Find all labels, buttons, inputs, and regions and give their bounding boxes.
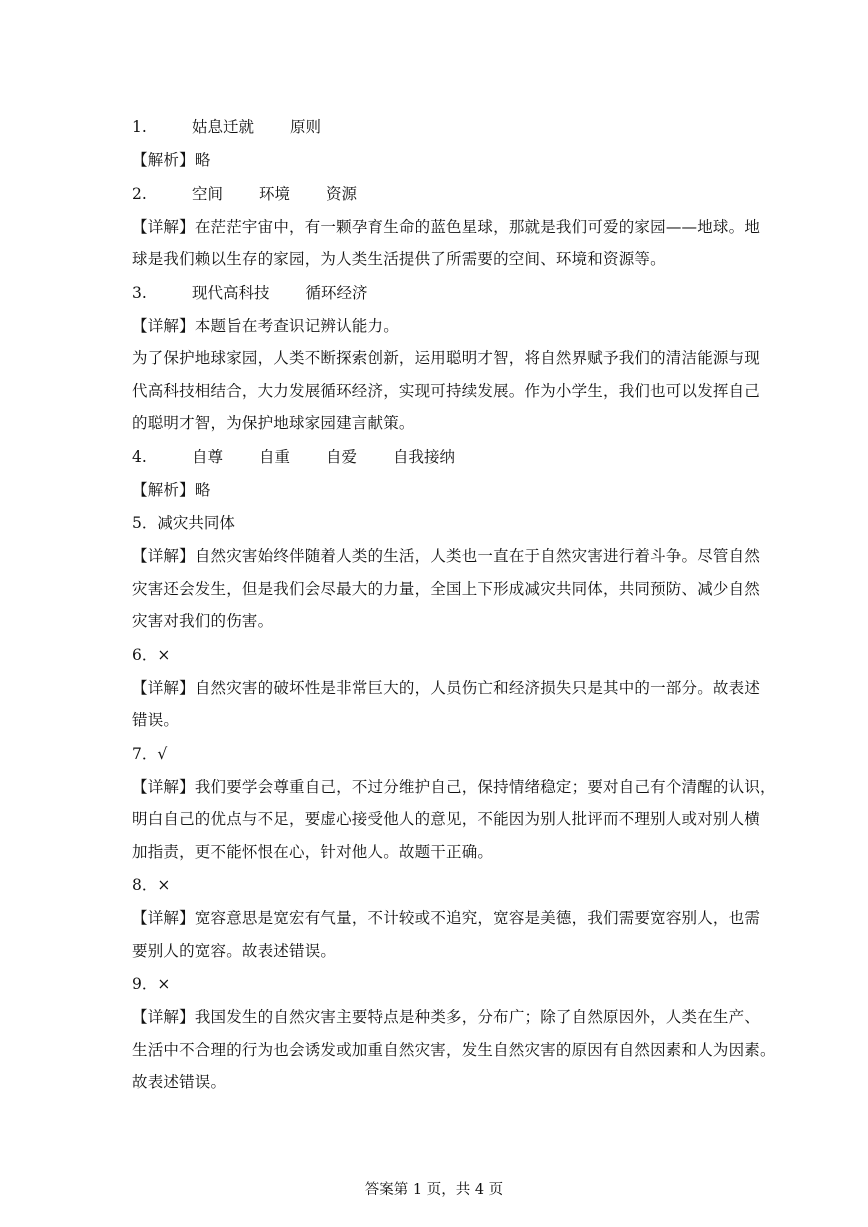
explanation-text: 宽容意思是宽宏有气量，不计较或不追究，宽容是美德，我们需要宽容别人，也需: [194, 909, 761, 927]
explanation-text: 我们要学会尊重自己，不过分维护自己，保持情绪稳定；要对自己有个清醒的认识，: [194, 777, 776, 796]
explanation-tag: 【详解】: [132, 316, 195, 335]
answer-blank: 原则: [290, 118, 322, 136]
paragraph-line: 为了保护地球家园，人类不断探索创新，运用聪明才智，将自然界赋予我们的清洁能源与现: [132, 349, 761, 367]
explanation-line: [132, 243, 772, 276]
answer-blank: 现代高科技: [192, 283, 270, 302]
answer-row: 5．减灾共同体: [132, 514, 235, 532]
explanation-text: 生活中不合理的行为也会诱发或加重自然灾害，发生自然灾害的原因有自然因素和人为因素。: [132, 1040, 776, 1059]
explanation-paragraph: [132, 902, 772, 967]
explanation-paragraph: [132, 540, 772, 638]
answer-blank: 自尊: [192, 447, 224, 466]
explanation-text: 球是我们赖以生存的家园，为人类生活提供了所需要的空间、环境和资源等。: [132, 250, 666, 268]
explanation-paragraph: [132, 1001, 776, 1099]
explanation-tag: 【详解】: [132, 547, 195, 565]
explanation-paragraph: [132, 310, 772, 343]
explanation-line: [132, 1066, 772, 1099]
question-number: 2.: [132, 184, 147, 203]
explanation-line: [132, 1001, 772, 1034]
explanation-text: 本题旨在考查识记辨认能力。: [194, 316, 399, 335]
answer-row: [132, 276, 772, 310]
answer-row: 6．×: [132, 645, 171, 664]
explanation-line: [132, 310, 772, 343]
explanation-text: 灾害对我们的伤害。: [132, 612, 274, 630]
answer-content: [132, 110, 776, 1099]
answer-row: [132, 440, 772, 474]
answer-row: 9．×: [132, 975, 171, 993]
explanation-line: [132, 704, 772, 737]
explanation-tag: 【详解】: [132, 909, 195, 927]
explanation-tag: 【详解】: [132, 777, 195, 796]
question-number: 3.: [132, 283, 147, 302]
explanation-line: [132, 144, 772, 177]
explanation-text: 略: [194, 151, 211, 169]
question-number: 1.: [132, 118, 147, 136]
explanation-text: 在茫茫宇宙中，有一颗孕育生命的蓝色星球，那就是我们可爱的家园——地球。地: [194, 217, 761, 236]
explanation-text: 自然灾害的破坏性是非常巨大的，人员伤亡和经济损失只是其中的一部分。故表述: [194, 678, 761, 697]
explanation-text: 自然灾害始终伴随着人类的生活，人类也一直在于自然灾害进行着斗争。尽管自然: [194, 547, 761, 565]
explanation-text: 错误。: [132, 711, 180, 729]
explanation-line: [132, 771, 776, 804]
explanation-line: [132, 803, 772, 836]
answer-row: [132, 177, 772, 211]
explanation-tag: 【详解】: [132, 217, 195, 236]
explanation-line: [132, 672, 772, 705]
answer-row: 7．√: [132, 744, 168, 763]
explanation-line: [132, 836, 772, 869]
explanation-line: [132, 573, 772, 606]
explanation-text: 加指责，更不能怀恨在心，针对他人。故题干正确。: [132, 842, 494, 861]
explanation-text: 我国发生的自然灾害主要特点是种类多，分布广；除了自然原因外，人类在生产、: [194, 1008, 761, 1026]
explanation-text: 要别人的宽容。故表述错误。: [132, 941, 337, 960]
explanation-paragraph: [132, 144, 772, 177]
answer-blank: 循环经济: [305, 283, 368, 302]
explanation-paragraph: [132, 672, 772, 737]
explanation-text: 明白自己的优点与不足，要虚心接受他人的意见，不能因为别人批评而不理别人或对别人横: [132, 810, 761, 828]
explanation-line: [132, 474, 772, 507]
answer-row: 8．×: [132, 876, 171, 894]
explanation-line: [132, 540, 772, 573]
explanation-tag: 【解析】: [132, 480, 195, 499]
explanation-text: 灾害还会发生，但是我们会尽最大的力量，全国上下形成减灾共同体，共同预防、减少自然: [132, 579, 761, 598]
explanation-line: [132, 605, 772, 638]
answer-blank: 空间: [192, 184, 224, 203]
question-number: 4.: [132, 447, 147, 466]
plain-paragraph: [132, 342, 772, 440]
explanation-text: 故表述错误。: [132, 1073, 227, 1091]
explanation-line: [132, 211, 772, 244]
explanation-line: [132, 902, 772, 935]
answer-blank: 自爱: [326, 447, 358, 466]
explanation-paragraph: [132, 771, 776, 869]
answer-blank: 资源: [326, 184, 358, 203]
explanation-tag: 【详解】: [132, 678, 195, 697]
explanation-line: [132, 935, 772, 968]
answer-blank: 自重: [259, 447, 291, 466]
explanation-paragraph: [132, 474, 772, 507]
answer-row: [132, 110, 772, 144]
paragraph-line: 代高科技相结合，大力发展循环经济，实现可持续发展。作为小学生，我们也可以发挥自己: [132, 381, 761, 400]
page-footer: 答案第 1 页，共 4 页: [364, 1182, 504, 1198]
explanation-line: [132, 1034, 776, 1067]
explanation-text: 略: [194, 480, 211, 499]
answer-blank: 姑息迁就: [192, 118, 255, 136]
explanation-tag: 【详解】: [132, 1008, 195, 1026]
explanation-tag: 【解析】: [132, 151, 195, 169]
answer-blank: 自我接纳: [393, 447, 456, 466]
paragraph-line: 的聪明才智，为保护地球家园建言献策。: [132, 414, 415, 432]
answer-blank: 环境: [259, 184, 291, 203]
explanation-paragraph: [132, 211, 772, 276]
